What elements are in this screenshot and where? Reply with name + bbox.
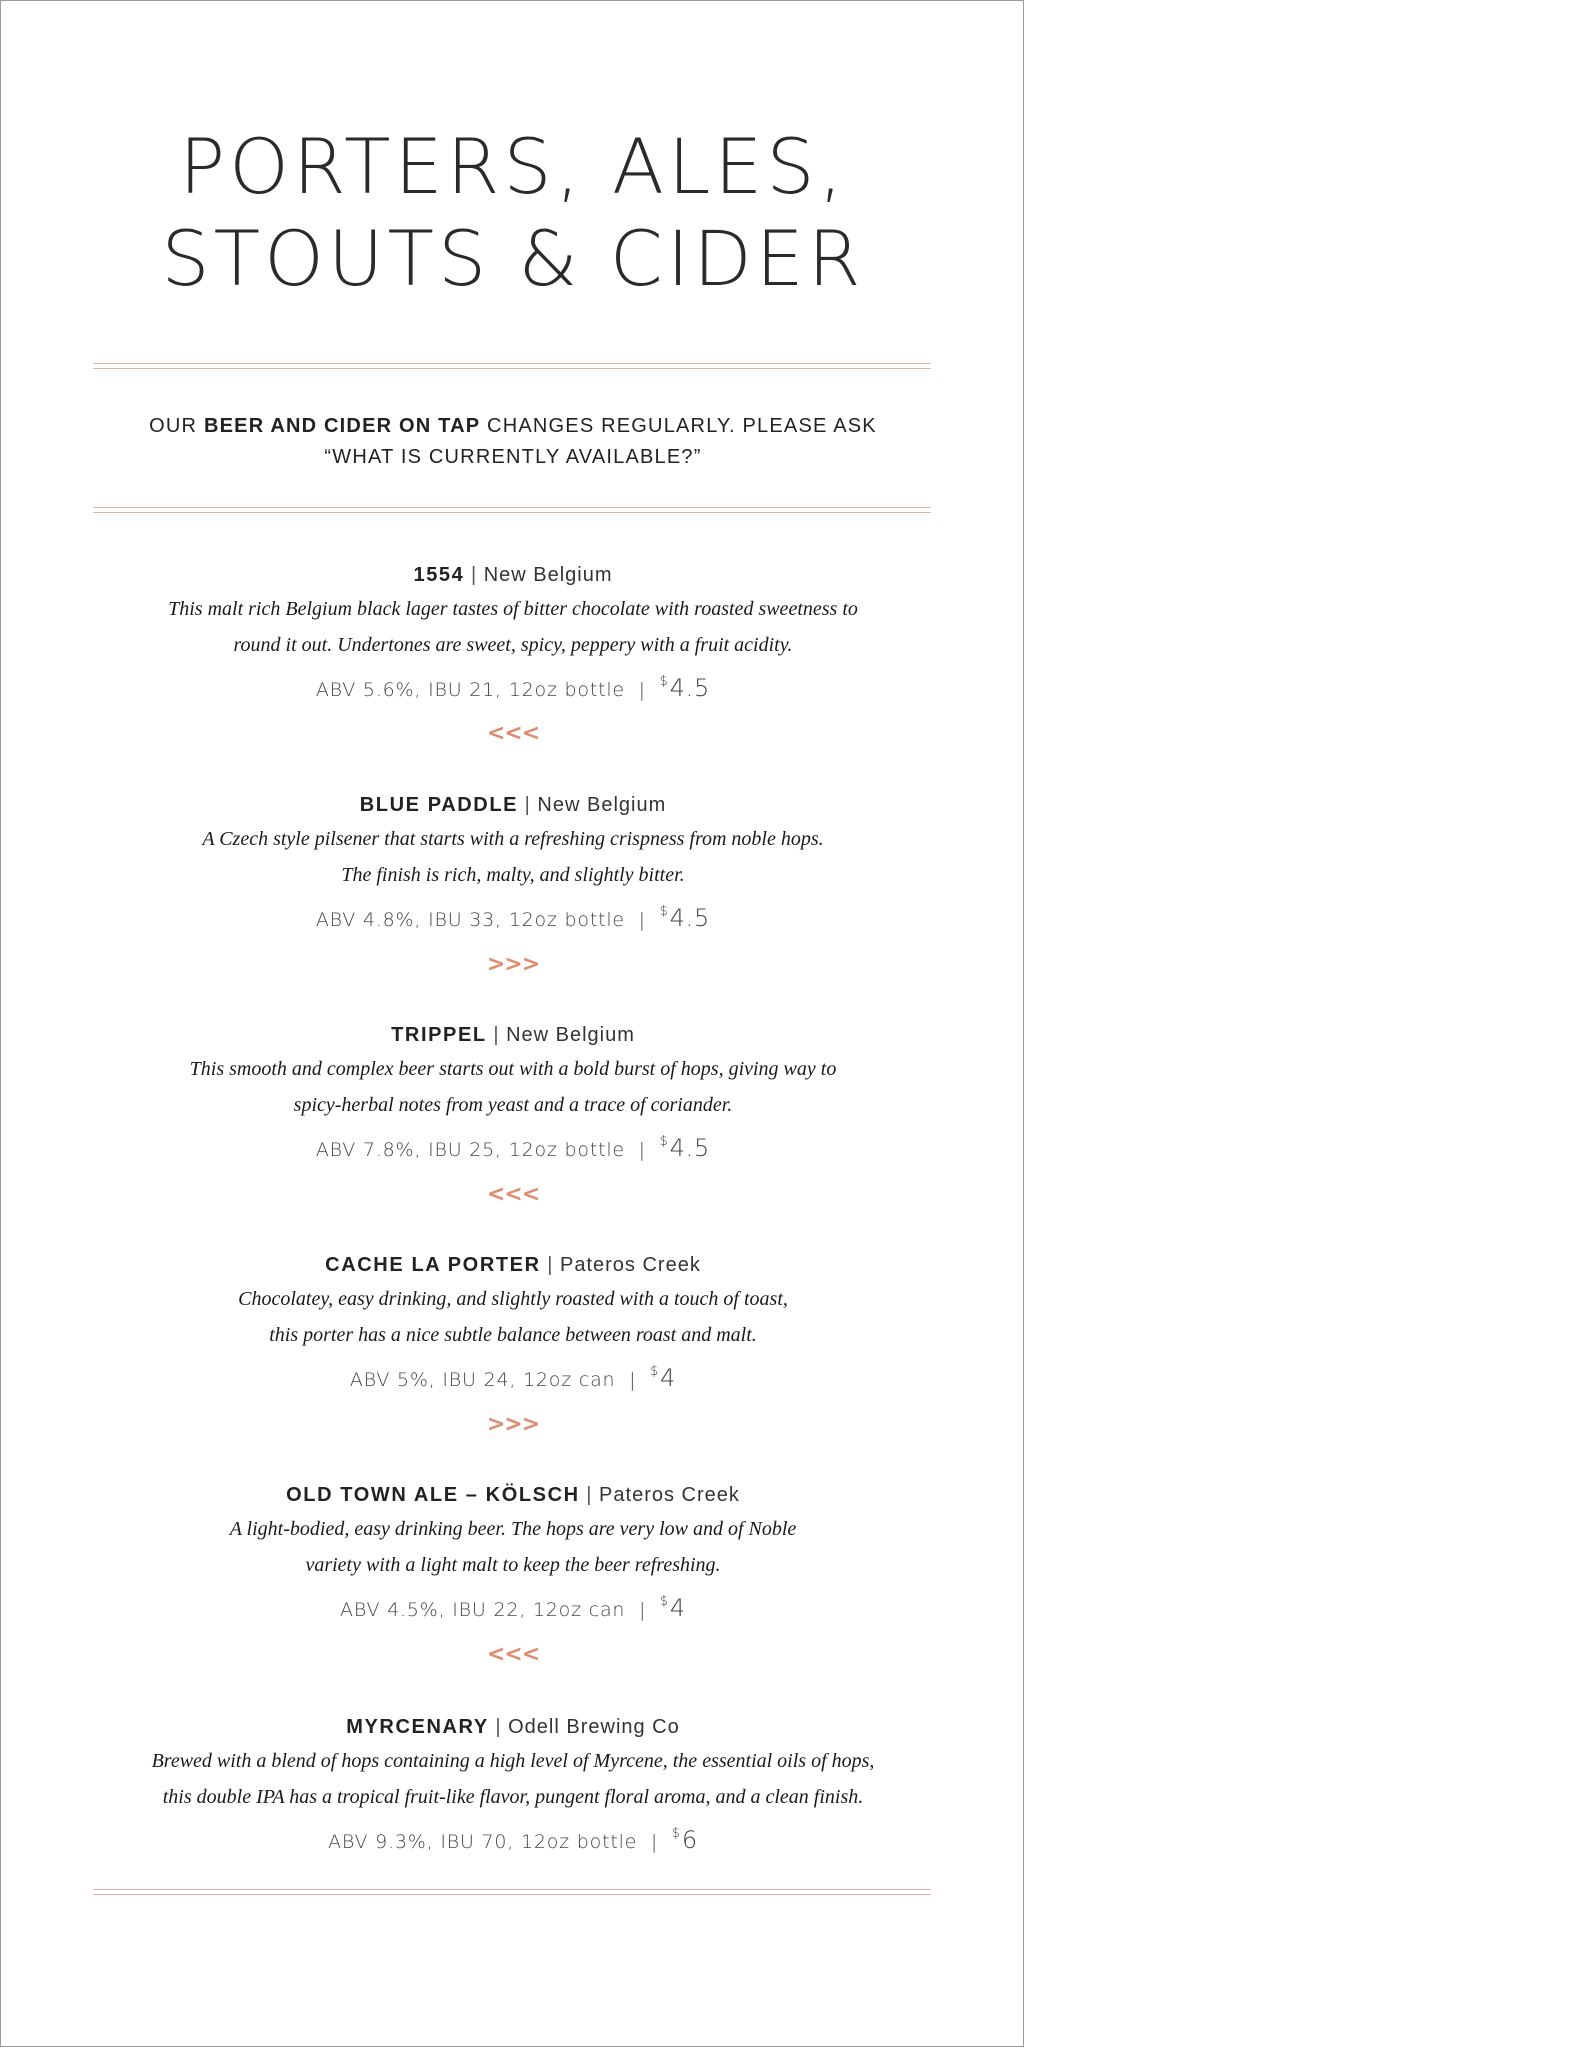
- currency-symbol: $: [671, 1826, 681, 1841]
- item-name: CACHE LA PORTER: [325, 1254, 541, 1276]
- stats-separator: |: [638, 1139, 646, 1161]
- item-separator: |: [495, 1716, 502, 1738]
- item-separator: |: [470, 564, 478, 586]
- item-description: [1, 1511, 1025, 1583]
- price-value: 4: [669, 1594, 686, 1622]
- item-description: [1, 1743, 1025, 1815]
- item-specs: ABV 5.6%, IBU 21, 12oz bottle: [315, 679, 625, 701]
- description-line: This malt rich Belgium black lager tastes of bitter chocolate with roasted sweetness to: [168, 598, 858, 620]
- item-separator: |: [547, 1254, 554, 1276]
- item-specs: ABV 7.8%, IBU 25, 12oz bottle: [315, 1139, 625, 1161]
- currency-symbol: $: [659, 674, 669, 689]
- description-line: A light-bodied, easy drinking beer. The hops are very low and of Noble: [229, 1518, 797, 1540]
- item-name: TRIPPEL: [391, 1024, 487, 1046]
- notice-prefix: OUR: [149, 415, 204, 437]
- menu-item: [1, 1021, 1025, 1165]
- notice-bold: BEER AND CIDER ON TAP: [203, 415, 481, 437]
- chevron-right-separator: >>>: [486, 952, 540, 977]
- description-line: Chocolatey, easy drinking, and slightly roasted with a touch of toast,: [238, 1288, 788, 1310]
- description-line: this porter has a nice subtle balance between roast and malt.: [269, 1324, 757, 1346]
- notice-line-2: “WHAT IS CURRENTLY AVAILABLE?”: [324, 446, 702, 468]
- notice-line-1: [1, 411, 1025, 442]
- price-value: 6: [681, 1826, 698, 1854]
- currency-symbol: $: [659, 904, 669, 919]
- chevron-left-separator: <<<: [486, 1642, 540, 1667]
- item-brewer: Pateros Creek: [559, 1254, 701, 1276]
- item-price: [659, 904, 710, 932]
- item-description: [1, 1281, 1025, 1353]
- item-stats: [1, 1587, 1025, 1625]
- item-price: [650, 1364, 676, 1392]
- item-specs: ABV 5%, IBU 24, 12oz can: [349, 1369, 616, 1391]
- divider-rule: [93, 507, 931, 513]
- item-separator: |: [493, 1024, 500, 1046]
- item-specs: ABV 4.8%, IBU 33, 12oz bottle: [315, 909, 625, 931]
- item-separator: |: [524, 794, 531, 816]
- item-brewer: Pateros Creek: [599, 1484, 740, 1506]
- menu-item: [1, 791, 1025, 935]
- item-stats: [1, 897, 1025, 935]
- description-line: The finish is rich, malty, and slightly bitter.: [341, 864, 685, 886]
- description-line: Brewed with a blend of hops containing a high level of Myrcene, the essential oils of hops,: [151, 1750, 875, 1772]
- menu-item: [1, 1251, 1025, 1395]
- price-value: 4.5: [669, 904, 711, 932]
- stats-separator: |: [638, 909, 646, 931]
- item-heading: [1, 561, 1025, 589]
- item-brewer: New Belgium: [483, 564, 613, 586]
- menu-item: [1, 561, 1025, 705]
- divider-rule: [93, 363, 931, 369]
- stats-separator: |: [629, 1369, 637, 1391]
- item-specs: ABV 9.3%, IBU 70, 12oz bottle: [328, 1831, 638, 1853]
- title-line-1: PORTERS, ALES,: [179, 122, 847, 211]
- tap-notice: [1, 411, 1025, 473]
- stats-separator: |: [638, 679, 646, 701]
- item-brewer: Odell Brewing Co: [508, 1716, 680, 1738]
- description-line: variety with a light malt to keep the beer refreshing.: [305, 1554, 721, 1576]
- stats-separator: |: [638, 1599, 647, 1621]
- item-description: [1, 821, 1025, 893]
- item-price: [660, 1594, 686, 1622]
- price-value: 4.5: [669, 674, 711, 702]
- item-brewer: New Belgium: [537, 794, 667, 816]
- price-value: 4: [660, 1364, 677, 1392]
- item-stats: [1, 1819, 1025, 1857]
- item-separator: |: [586, 1484, 593, 1506]
- description-line: A Czech style pilsener that starts with a refreshing crispness from noble hops.: [202, 828, 824, 850]
- currency-symbol: $: [659, 1594, 669, 1609]
- chevron-left-separator: <<<: [486, 1182, 540, 1207]
- item-stats: [1, 1127, 1025, 1165]
- item-price: [659, 1134, 710, 1162]
- item-description: [1, 591, 1025, 663]
- item-name: BLUE PADDLE: [359, 794, 519, 816]
- chevron-left-separator: <<<: [486, 721, 540, 746]
- item-price: [659, 674, 710, 702]
- item-stats: [1, 667, 1025, 705]
- menu-item: [1, 1481, 1025, 1625]
- item-heading: [1, 1251, 1025, 1279]
- item-specs: ABV 4.5%, IBU 22, 12oz can: [340, 1599, 626, 1621]
- divider-rule: [93, 1889, 931, 1895]
- item-price: [672, 1826, 698, 1854]
- currency-symbol: $: [659, 1134, 669, 1149]
- item-name: MYRCENARY: [346, 1716, 489, 1738]
- menu-item: [1, 1713, 1025, 1857]
- description-line: This smooth and complex beer starts out with a bold burst of hops, giving way to: [189, 1058, 837, 1080]
- notice-suffix: CHANGES REGULARLY. PLEASE ASK: [480, 415, 877, 437]
- item-heading: [1, 791, 1025, 819]
- item-name: 1554: [413, 564, 465, 586]
- item-heading: [1, 1481, 1025, 1509]
- item-description: [1, 1051, 1025, 1123]
- currency-symbol: $: [649, 1364, 660, 1379]
- price-value: 4.5: [669, 1134, 711, 1162]
- description-line: spicy-herbal notes from yeast and a trace of coriander.: [293, 1094, 733, 1116]
- page-title: [1, 121, 1025, 305]
- item-heading: [1, 1021, 1025, 1049]
- chevron-right-separator: >>>: [486, 1412, 540, 1437]
- item-heading: [1, 1713, 1025, 1741]
- stats-separator: |: [650, 1831, 659, 1853]
- description-line: this double IPA has a tropical fruit-like flavor, pungent floral aroma, and a clean finish.: [162, 1786, 864, 1808]
- title-line-2: STOUTS & CIDER: [161, 214, 865, 303]
- item-brewer: New Belgium: [506, 1024, 635, 1046]
- description-line: round it out. Undertones are sweet, spicy, peppery with a fruit acidity.: [233, 634, 793, 656]
- item-stats: [1, 1357, 1025, 1395]
- item-name: OLD TOWN ALE – KÖLSCH: [286, 1484, 580, 1506]
